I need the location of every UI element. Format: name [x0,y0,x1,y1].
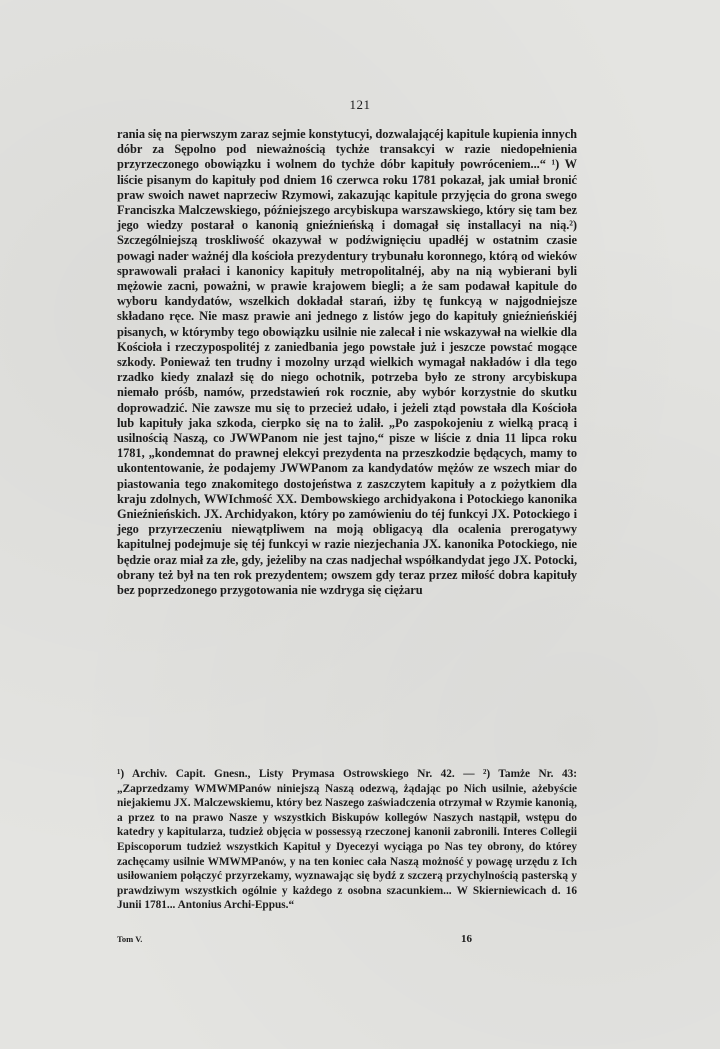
page-number: 121 [349,97,371,112]
printer-signature: 16 [461,933,472,945]
main-body-text: rania się na pierwszym zaraz sejmie konstytucyi, dozwalającéj kapitule kupienia innych dóbr za Sępolno pod nieważnością tychże transakcyi w razie niedopełnienia przyrzeczonego obowiązku i wolnem do tychże dóbr kapituły powróceniem...“ ¹) W liście pisanym do kapituły pod dniem 16 czerwca roku 1781 pokazał, jak umiał bronić praw swoich nawet naprzeciw Rzymowi, zakazując kapitule przyjęcia do grona swego Franciszka Malczewskiego, późniejszego arcybiskupa warszawskiego, który się tam bez jego wiedzy postarał o kanonią gnieźnieńską i domagał się installacyi na nią.²) Szczególniejszą troskliwość okazywał w podźwignięciu upadłéj w ostatnim czasie powagi nader ważnéj dla kościoła prezydentury trybunału koronnego, którą od wieków sprawowali prałaci i kanonicy kapituły metropolitalnéj, aby na nią wybierani byli mężowie zacni, poważni, w prawie krajowem biegli; a że sam podawał kapitule do wyboru kandydatów, wszelkich dokładał starań, iżby tę funkcyą w najgodniejsze składano ręce. Nie masz prawie ani jednego z listów jego do kapituły gnieźnieńskiéj pisanych, w którymby tego obowiązku usilnie nie zalecał i nie wskazywał na wielkie dla Kościoła i rzeczypospolitéj z zaniedbania jego powstałe już i jeszcze powstać mogące szkody. Ponieważ ten trudny i mozolny urząd wielkich wymagał nakładów i dla tego rzadko kiedy znalazł się do niego ochotnik, potrzeba było ze strony arcybiskupa niemało próśb, namów, przedstawień rok rocznie, aby wybór korzystnie do skutku doprowadzić. Nie zawsze mu się to przecież udało, i jeżeli ztąd powstała dla Kościoła lub kapituły jaka szkoda, cierpko się na to żalił. „Po zaspokojeniu z wielką pracą i usilnością Naszą, co JWWPanom nie jest tajno,“ pisze w liście z dnia 11 lipca roku 1781, „kondemnat do prawnej elekcyi prezydenta na przeszkodzie będących, mamy to ukontentowanie, że podajemy JWWPanom za kandydatów mężów ze wszech miar do piastowania tego znakomitego dostojeństwa z zaszczytem kapituły a z pożytkiem dla kraju zdolnych, WWIchmość XX. Dembowskiego archidyakona i Potockiego kanonika Gnieźnieńskich. JX. Archidyakon, który po zamówieniu do téj funkcyi JX. Potockiego i jego przyrzeczeniu niewątpliwem na moją obligacyą dla ocalenia prerogatywy kapitulnej podejmuje się téj funkcyi w razie niezjechania JX. kanonika Potockiego, nie będzie oraz miał za złe, gdy, jeżeliby na czas nadjechał współkandydat jego JX. Potocki, obrany też był na ten rok prezydentem; owszem gdy teraz przez miłość dobra kapituły bez poprzedzonego przygotowania nie wzdryga się ciężaru [117,127,577,598]
page-footer [117,934,577,950]
footnotes: ¹) Archiv. Capit. Gnesn., Listy Prymasa Ostrowskiego Nr. 42. — ²) Tamże Nr. 43: „Zaprzedzamy WMWMPanów niniejszą Naszą odezwą, żądając po Nich usilnie, ażebyście niejakiemu JX. Malczewskiemu, który bez Naszego zaświadczenia otrzymał w Rzymie kanonią, a przez to na prawo Nasze y wszystkich Biskupów kollegów Naszych nastąpił, wstępu do katedry y kapitularza, tudzież objęcia w possessyą rzeczonej kanonii zabronili. Interes Collegii Episcoporum tudzież wszystkich Kapituł y Dyecezyi wyciąga po Nas tey obrony, do którey zachęcamy usilnie WMWMPanów, y na ten koniec cała Naszą możność y powagę urzędu z Ich usiłowaniem połączyć przyrzekamy, wyznawając się bydź z szczerą przychylnością pasterską y prawdziwym wszystkich ogólnie y każdego z osobna szacunkiem... W Skierniewicach d. 16 Junii 1781... Antonius Archi-Eppus.“ [117,768,577,912]
volume-label: Tom V. [117,934,143,944]
